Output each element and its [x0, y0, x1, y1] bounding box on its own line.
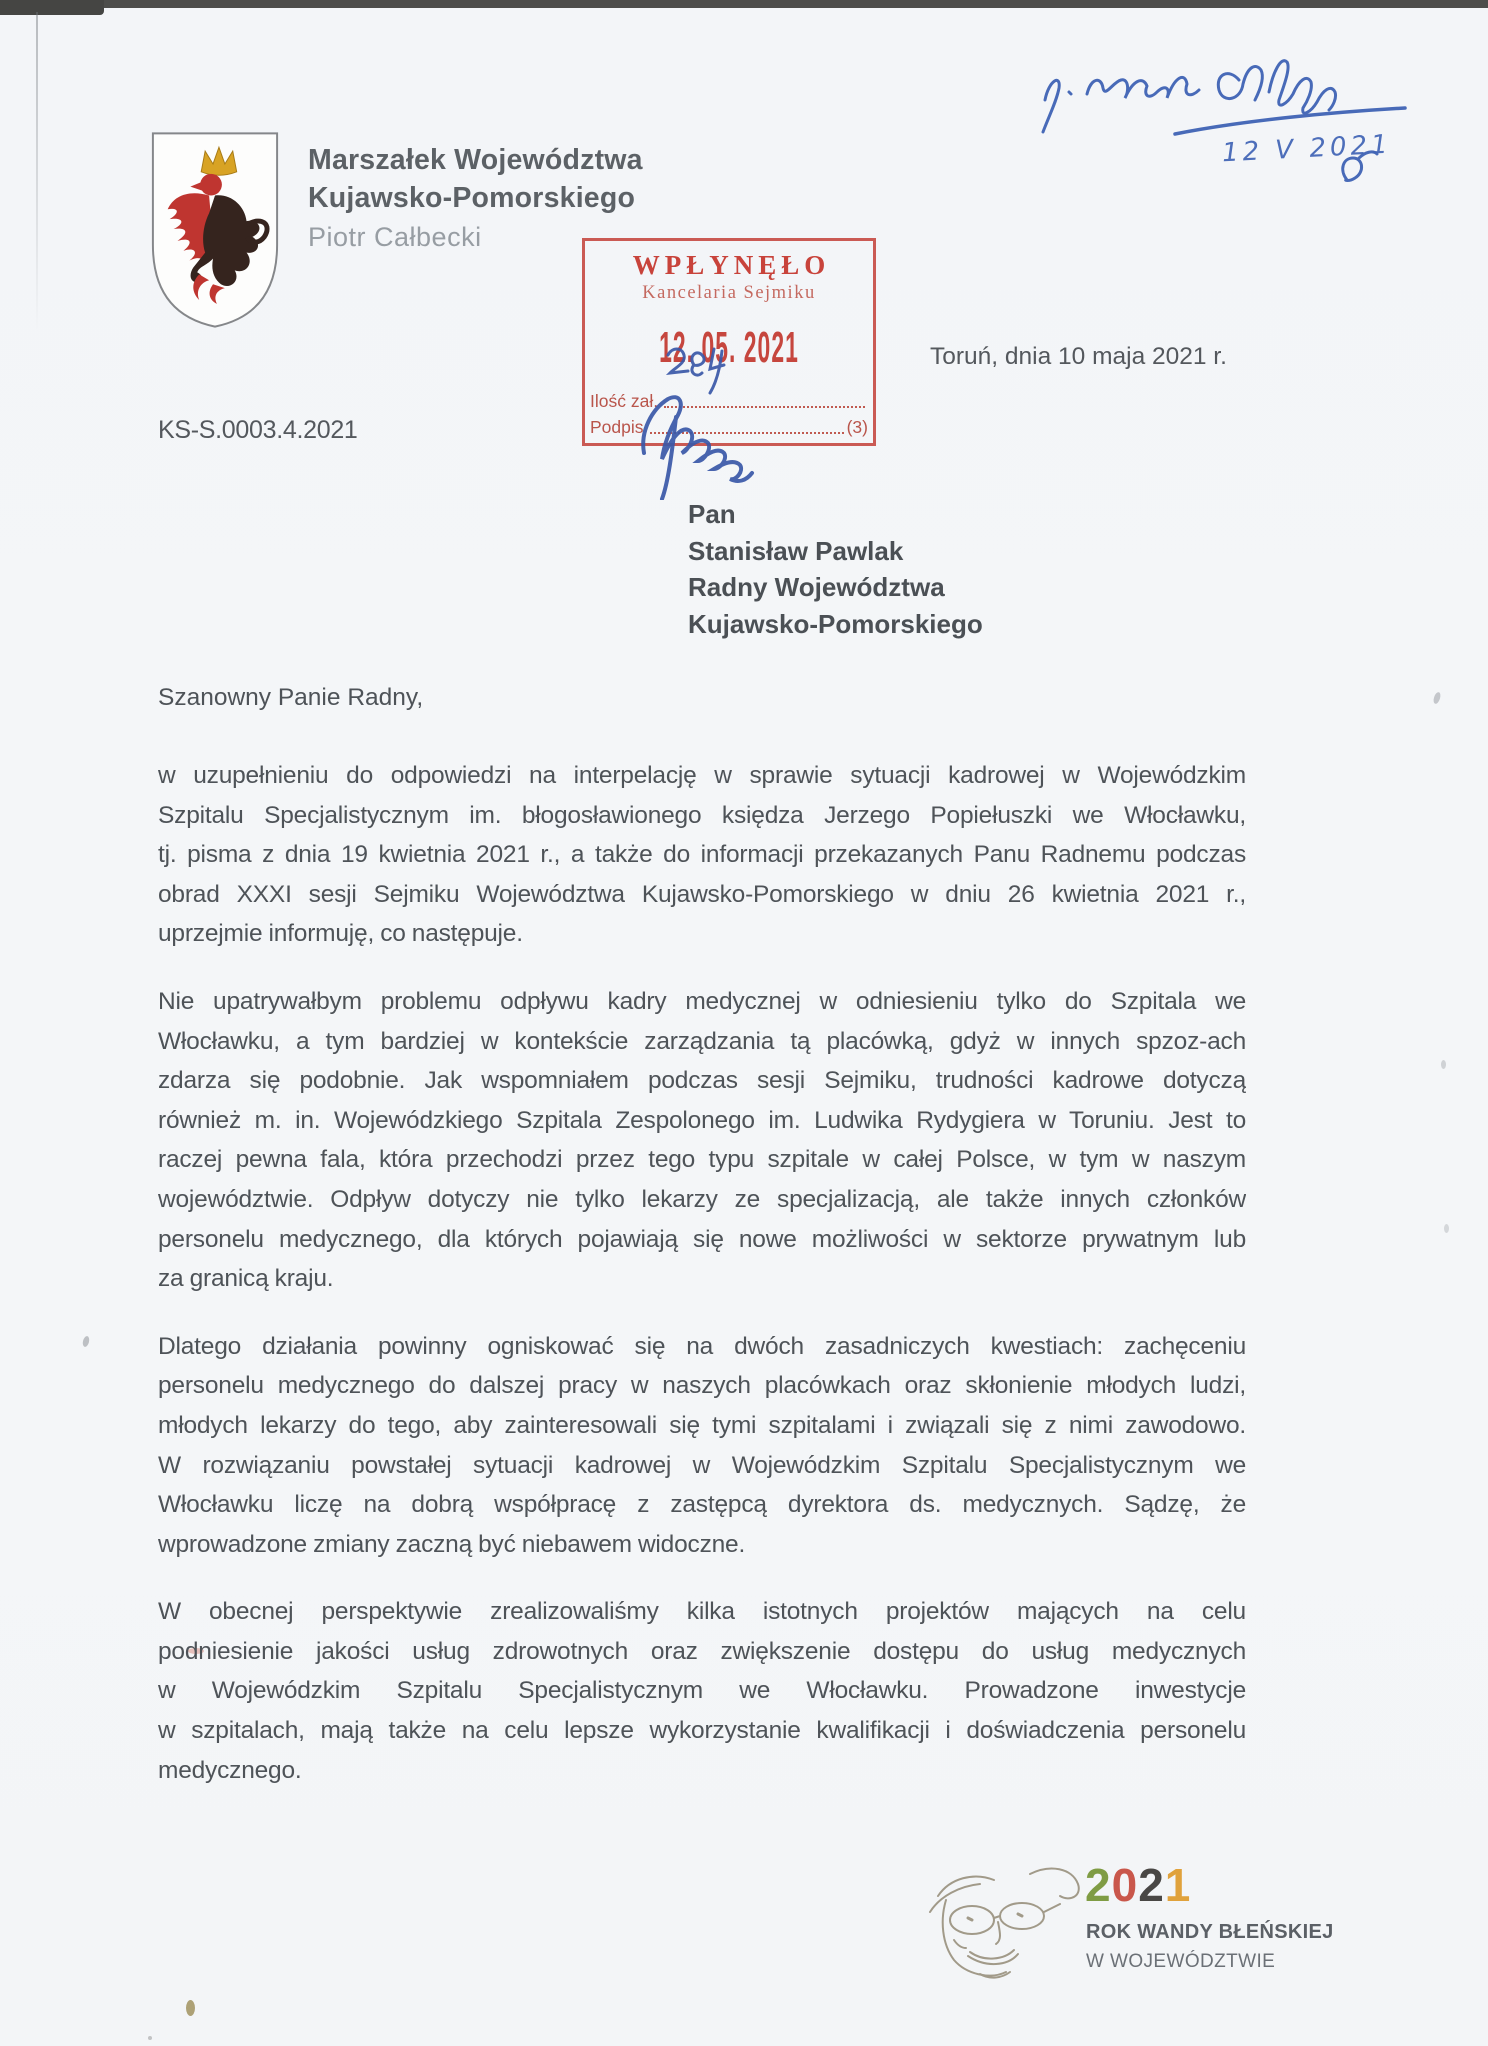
- stamp-date: 12. 05. 2021: [659, 323, 799, 372]
- scan-speck: [1441, 1060, 1446, 1069]
- campaign-year: [1085, 1861, 1191, 1909]
- letter-paragraphs: [158, 756, 1246, 1818]
- org-name-line1: Marszałek Województwa: [308, 144, 643, 176]
- scan-edge-corner: [0, 0, 104, 15]
- paragraph: [158, 1592, 1246, 1790]
- body-line: W rozwiązaniu powstałej sytuacji kadrowej w Wojewódzkim Szpitalu Specjalistycznym we: [158, 1451, 1246, 1479]
- body-line: województwie. Odpływ dotyczy nie tylko lekarzy ze specjalizacją, ale także innych członków: [158, 1185, 1246, 1213]
- scan-page-edge: [36, 12, 38, 332]
- org-name-line2: Kujawsko-Pomorskiego: [308, 182, 636, 214]
- body-line: medycznego.: [158, 1756, 302, 1784]
- handwritten-note: [1025, 32, 1425, 212]
- scan-edge-top: [0, 0, 1488, 8]
- body-line: zdarza się podobnie. Jak wspomniałem podczas sesji Sejmiku, trudności kadrowe dotyczą: [158, 1067, 1246, 1095]
- scan-speck: [82, 1335, 90, 1347]
- paragraph: [158, 982, 1246, 1299]
- stamp-title: WPŁYNĘŁO: [632, 250, 831, 280]
- body-line: raczej pewna fala, która przechodzi przez tego typu szpitale w całej Polsce, w tym w naszym: [158, 1146, 1246, 1174]
- attachments-label: Ilość zał.: [590, 391, 659, 411]
- addressee-block: [688, 496, 983, 642]
- campaign-title: ROK WANDY BŁEŃSKIEJ: [1086, 1921, 1334, 1943]
- addressee-line: Stanisław Pawlak: [688, 535, 904, 566]
- body-line: tj. pisma z dnia 19 kwietnia 2021 r., a także do informacji przekazanych Panu Radnemu podczas: [158, 841, 1246, 869]
- year-digit: 2: [1085, 1859, 1112, 1911]
- stamp-office: Kancelaria Sejmiku: [642, 283, 816, 303]
- body-line: również m. in. Wojewódzkiego Szpitala Zespolonego im. Ludwika Rydygiera w Toruniu. Jest to: [158, 1106, 1246, 1134]
- reference-number: KS-S.0003.4.2021: [158, 416, 358, 444]
- body-line: Szpitalu Specjalistycznym im. błogosławionego księdza Jerzego Popiełuszki we Włocławku,: [158, 801, 1246, 829]
- scan-speck: [1444, 1224, 1449, 1233]
- body-line: uprzejmie informuję, co następuje.: [158, 920, 523, 948]
- body-line: w szpitalach, mają także na celu lepsze wykorzystanie kwalifikacji i doświadczenia personelu: [158, 1717, 1246, 1745]
- addressee-line: Pan: [688, 499, 736, 529]
- body-line: obrad XXXI sesji Sejmiku Województwa Kujawsko-Pomorskiego w dniu 26 kwietnia 2021 r.,: [158, 880, 1246, 908]
- body-line: Nie upatrywałbym problemu odpływu kadry medycznej w odniesieniu tylko do Szpitala we: [158, 987, 1246, 1015]
- body-line: podniesienie jakości usług zdrowotnych oraz zwiększenie dostępu do usług medycznych: [158, 1637, 1246, 1665]
- body-line: w Wojewódzkim Szpitalu Specjalistycznym we Włocławku. Prowadzone inwestycje: [158, 1677, 1246, 1705]
- portrait-sketch: [910, 1856, 1095, 2006]
- dateline: Toruń, dnia 10 maja 2021 r.: [930, 343, 1227, 370]
- body-line: wprowadzone zmiany zaczną być niebawem widoczne.: [158, 1530, 746, 1558]
- body-line: młodych lekarzy do tego, aby zainteresowali się tymi szpitalami i związali się z nimi zawodowo.: [158, 1411, 1246, 1439]
- campaign-subtitle: W WOJEWÓDZTWIE: [1086, 1951, 1276, 1972]
- letterhead: [308, 141, 643, 253]
- scan-speck: [186, 2000, 195, 2016]
- body-line: Włocławku liczę na dobrą współpracę z zastępcą dyrektora ds. medycznych. Sądzę, że: [158, 1491, 1246, 1519]
- body-line: personelu medycznego, dla których pojawiają się nowe możliwości w sektorze prywatnym lub: [158, 1225, 1246, 1253]
- addressee-line: Radny Województwa: [688, 572, 945, 602]
- addressee-line: Kujawsko-Pomorskiego: [688, 608, 983, 639]
- signature-suffix: (3): [846, 417, 868, 437]
- paragraph: [158, 756, 1246, 954]
- body-line: Włocławku, a tym bardziej w kontekście zarządzania tą placówką, gdyż w innych spzoz-ach: [158, 1027, 1246, 1055]
- marshal-name: Piotr Całbecki: [308, 222, 482, 252]
- body-line: za granicą kraju.: [158, 1265, 334, 1293]
- year-digit: 0: [1111, 1859, 1139, 1911]
- body-line: Dlatego działania powinny ogniskować się na dwóch zasadniczych kwestiach: zachęceniu: [158, 1332, 1246, 1360]
- body-line: w uzupełnieniu do odpowiedzi na interpelację w sprawie sytuacji kadrowej w Wojewódzkim: [158, 762, 1246, 789]
- salutation: Szanowny Panie Radny,: [158, 684, 424, 711]
- year-digit: 2: [1138, 1859, 1165, 1911]
- coat-of-arms: [146, 126, 284, 334]
- body-line: personelu medycznego do dalszej pracy w naszych placówkach oraz skłonienie młodych ludzi,: [158, 1372, 1246, 1400]
- paragraph: [158, 1327, 1246, 1565]
- year-digit: 1: [1164, 1859, 1192, 1911]
- handwritten-date: 12 V 2021: [1221, 129, 1393, 169]
- scan-speck: [1432, 691, 1441, 704]
- body-line: W obecnej perspektywie zrealizowaliśmy kilka istotnych projektów mających na celu: [158, 1598, 1246, 1626]
- handwritten-signature: [630, 335, 810, 500]
- signature-label: Podpis: [590, 417, 644, 437]
- scan-speck: [148, 2036, 152, 2040]
